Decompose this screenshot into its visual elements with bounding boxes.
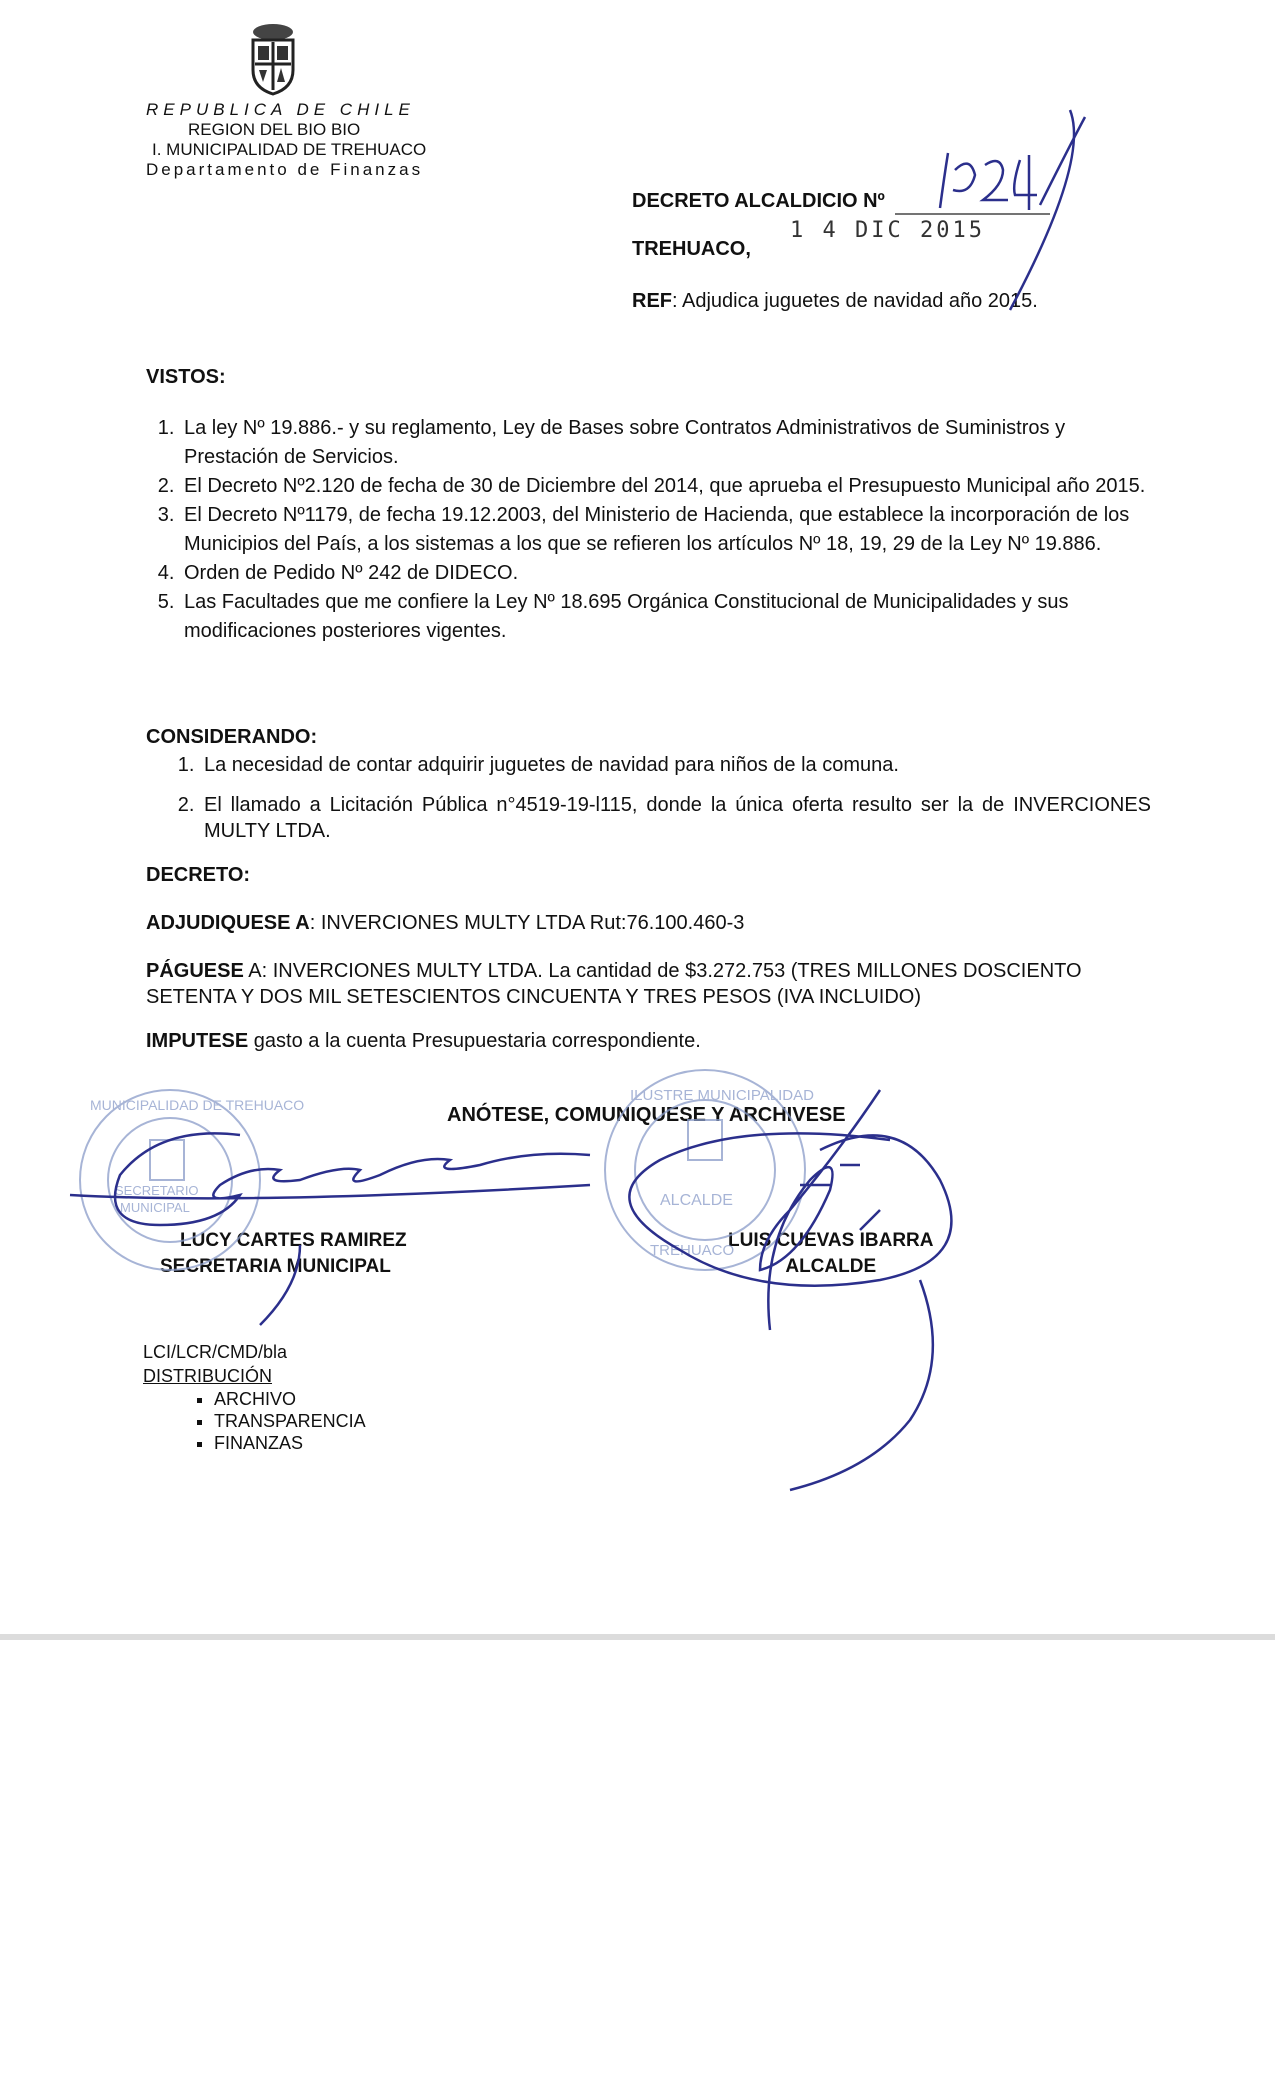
vistos-list bbox=[146, 414, 1151, 646]
country-line: REPUBLICA DE CHILE bbox=[146, 100, 415, 119]
secretary-title: SECRETARIA MUNICIPAL bbox=[160, 1256, 391, 1277]
imputese-text: gasto a la cuenta Presupuestaria correspondiente. bbox=[248, 1030, 701, 1052]
list-item: 2. El Decreto Nº2.120 de fecha de 30 de Diciembre del 2014, que aprueba el Presupuesto Municipal año 2015. bbox=[180, 472, 1151, 501]
adjudiquese-label: ADJUDIQUESE A bbox=[146, 912, 310, 934]
vistos-heading: VISTOS: bbox=[146, 366, 226, 388]
list-item: 4. Orden de Pedido Nº 242 de DIDECO. bbox=[180, 559, 1151, 588]
date-stamp: 1 4 DIC 2015 bbox=[790, 218, 985, 243]
imputese-line bbox=[146, 1030, 701, 1053]
adjudiquese-text: : INVERCIONES MULTY LTDA Rut:76.100.460-3 bbox=[309, 912, 745, 934]
list-item: 1. La necesidad de contar adquirir juguetes de navidad para niños de la comuna. bbox=[200, 752, 1151, 778]
list-item: 1. La ley Nº 19.886.- y su reglamento, Ley de Bases sobre Contratos Administrativos de Suministros y Prestación de Servicios. bbox=[180, 414, 1151, 472]
stamp-text: MUNICIPALIDAD DE TREHUACO bbox=[90, 1097, 305, 1113]
list-item: 3. El Decreto Nº1179, de fecha 19.12.2003, del Ministerio de Hacienda, que establece la incorporación de los Municipios del País, a los sistemas a los que se refieren los artículos Nº 18, 19, 29 de la Ley Nº 19.886. bbox=[180, 501, 1151, 559]
stamp-text: TREHUACO bbox=[650, 1242, 735, 1259]
imputese-label: IMPUTESE bbox=[146, 1030, 249, 1052]
stamp-text: ALCALDE bbox=[660, 1192, 733, 1209]
list-item: ▪ FINANZAS bbox=[214, 1432, 366, 1454]
distribution-heading: DISTRIBUCIÓN bbox=[143, 1366, 273, 1386]
secretary-name: LUCY CARTES RAMIREZ bbox=[180, 1230, 407, 1251]
mayor-name: LUIS CUEVAS IBARRA bbox=[728, 1230, 934, 1251]
handwritten-number bbox=[895, 110, 1085, 310]
mayor-signature bbox=[629, 1090, 951, 1490]
considerando-list bbox=[166, 752, 1151, 858]
place-label: TREHUACO, bbox=[632, 238, 751, 260]
paguese-label: PÁGUESE bbox=[146, 960, 244, 982]
decreto-heading: DECRETO: bbox=[146, 864, 251, 886]
blank-area bbox=[0, 1640, 1275, 2100]
closing-formula: ANÓTESE, COMUNIQUESE Y ARCHIVESE bbox=[447, 1104, 846, 1126]
list-item: ▪ TRANSPARENCIA bbox=[214, 1410, 366, 1432]
ref-label: REF bbox=[632, 290, 672, 312]
list-item: 2. El llamado a Licitación Pública n°4519-19-l115, donde la única oferta resulto ser la de INVERCIONES MULTY LTDA. bbox=[200, 792, 1151, 844]
stamp-text: SECRETARIO bbox=[115, 1183, 199, 1198]
considerando-heading: CONSIDERANDO: bbox=[146, 726, 318, 748]
ref-text: : Adjudica juguetes de navidad año 2015. bbox=[672, 290, 1038, 312]
coat-of-arms-icon bbox=[245, 22, 301, 96]
paguese-paragraph bbox=[146, 958, 1156, 1010]
stamp-text: MUNICIPAL bbox=[120, 1200, 190, 1215]
municipality-line: I. MUNICIPALIDAD DE TREHUACO bbox=[152, 140, 427, 159]
department-line: Departamento de Finanzas bbox=[146, 160, 424, 179]
letterhead bbox=[146, 100, 426, 180]
paguese-text: A: INVERCIONES MULTY LTDA. La cantidad de $3.272.753 (TRES MILLONES DOSCIENTO SETENTA Y DOS MIL SETESCIENTOS CINCUENTA Y TRES PESOS (IVA INCLUIDO) bbox=[146, 960, 1082, 1008]
list-item: 5. Las Facultades que me confiere la Ley Nº 18.695 Orgánica Constitucional de Municipalidades y sus modificaciones posteriores vigentes. bbox=[180, 588, 1151, 646]
mayor-title: ALCALDE bbox=[785, 1256, 877, 1277]
region-line: REGION DEL BIO BIO bbox=[188, 120, 361, 139]
signature-block-secretary bbox=[160, 1228, 407, 1280]
distribution-list bbox=[180, 1388, 366, 1454]
stamp-text: ILUSTRE MUNICIPALIDAD bbox=[630, 1087, 814, 1104]
adjudiquese-line bbox=[146, 912, 744, 935]
reference-initials: LCI/LCR/CMD/bla bbox=[143, 1342, 288, 1362]
list-item: ▪ ARCHIVO bbox=[214, 1388, 366, 1410]
decree-number-label: DECRETO ALCALDICIO Nº bbox=[632, 190, 885, 212]
signature-block-mayor bbox=[728, 1228, 934, 1280]
reference bbox=[632, 290, 1038, 313]
